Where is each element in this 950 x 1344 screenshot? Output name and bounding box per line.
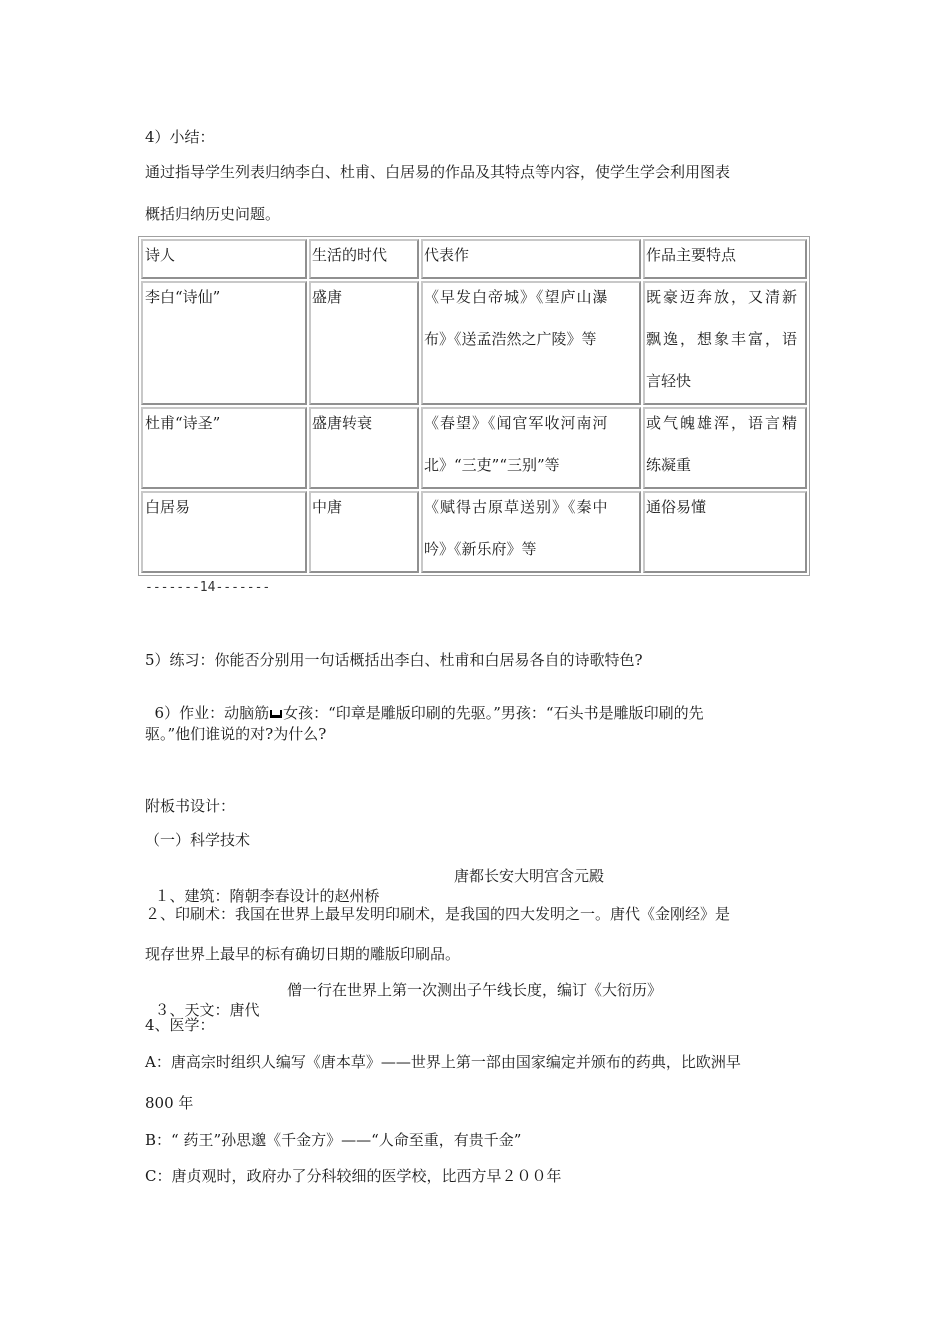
board-item3: [145, 980, 663, 1020]
row1-poet: 李白“诗仙”: [145, 288, 221, 306]
row2-poet: 杜甫“诗圣”: [145, 414, 221, 432]
row1-era: 盛唐: [312, 288, 343, 306]
poets-table: [138, 236, 810, 576]
homework-line2: 驱。”他们谁说的对?为什么?: [145, 725, 327, 743]
row3-works-line1: 《赋得古原草送别》《秦中: [424, 498, 609, 516]
board-itemC: C：唐贞观时，政府办了分科较细的医学校，比西方早２００年: [145, 1167, 562, 1185]
board-itemA-line2: 800 年: [145, 1094, 194, 1112]
row2-works-line2: 北》“三吏”“三别”等: [424, 456, 560, 474]
row1-features-line3: 言轻快: [646, 372, 692, 390]
row1-works-line1: 《早发白帝城》《望庐山瀑: [424, 288, 609, 306]
row1-works-line2: 布》《送孟浩然之广陵》等: [424, 330, 597, 348]
summary-heading: 4）小结：: [145, 128, 215, 146]
board-itemA-line1: A：唐高宗时组织人编写《唐本草》——世界上第一部由国家编定并颁布的药典，比欧洲早: [145, 1053, 741, 1071]
header-poet: 诗人: [145, 246, 176, 264]
homework-line1: [145, 683, 704, 723]
row2-era: 盛唐转衰: [312, 414, 373, 432]
homework-label: 6）作业：动脑筋: [154, 704, 270, 722]
board-item2-line2: 现存世界上最早的标有确切日期的雕版印刷品。: [145, 945, 461, 963]
board-item1: [145, 866, 605, 906]
row2-features-line2: 练凝重: [646, 456, 692, 474]
board-item4: 4、医学：: [145, 1016, 215, 1034]
board-item2-line1: ２、印刷术：我国在世界上最早发明印刷术，是我国的四大发明之一。唐代《金刚经》是: [145, 905, 731, 923]
row2-features-line1: 或气魄雄浑，语言精: [646, 414, 800, 432]
header-features: 作品主要特点: [646, 246, 737, 264]
board-item1-part1: １、建筑：隋朝李春设计的赵州桥: [154, 887, 380, 905]
board-title: 附板书设计：: [145, 797, 236, 815]
header-works: 代表作: [424, 246, 470, 264]
header-era: 生活的时代: [312, 246, 388, 264]
row2-works-line1: 《春望》《闻官军收河南河: [424, 414, 609, 432]
bracket-mark-icon: [270, 710, 282, 718]
board-item3-part1: ３、天文：唐代: [154, 1001, 260, 1019]
page-marker: -------14-------: [145, 580, 271, 595]
board-section: （一）科学技术: [145, 831, 251, 849]
board-itemB: B：“ 药王”孙思邈《千金方》——“人命至重，有贵千金”: [145, 1131, 522, 1149]
summary-paragraph-line2: 概括归纳历史问题。: [145, 205, 281, 223]
homework-question: 女孩：“印章是雕版印刷的先驱。”男孩：“石头书是雕版印刷的先: [283, 704, 704, 722]
row3-features-line1: 通俗易懂: [646, 498, 707, 516]
row3-era: 中唐: [312, 498, 343, 516]
row3-poet: 白居易: [145, 498, 191, 516]
row3-works-line2: 吟》《新乐府》等: [424, 540, 537, 558]
board-item1-part2: 唐都长安大明宫含元殿: [454, 867, 605, 885]
exercise-text: 5）练习：你能否分别用一句话概括出李白、杜甫和白居易各自的诗歌特色?: [145, 651, 643, 669]
board-item3-part2: 僧一行在世界上第一次测出子午线长度，编订《大衍历》: [287, 981, 663, 999]
row1-features-line1: 既豪迈奔放，又清新: [646, 288, 800, 306]
summary-paragraph-line1: 通过指导学生列表归纳李白、杜甫、白居易的作品及其特点等内容，使学生学会利用图表: [145, 163, 731, 181]
row1-features-line2: 飘逸，想象丰富，语: [646, 330, 800, 348]
